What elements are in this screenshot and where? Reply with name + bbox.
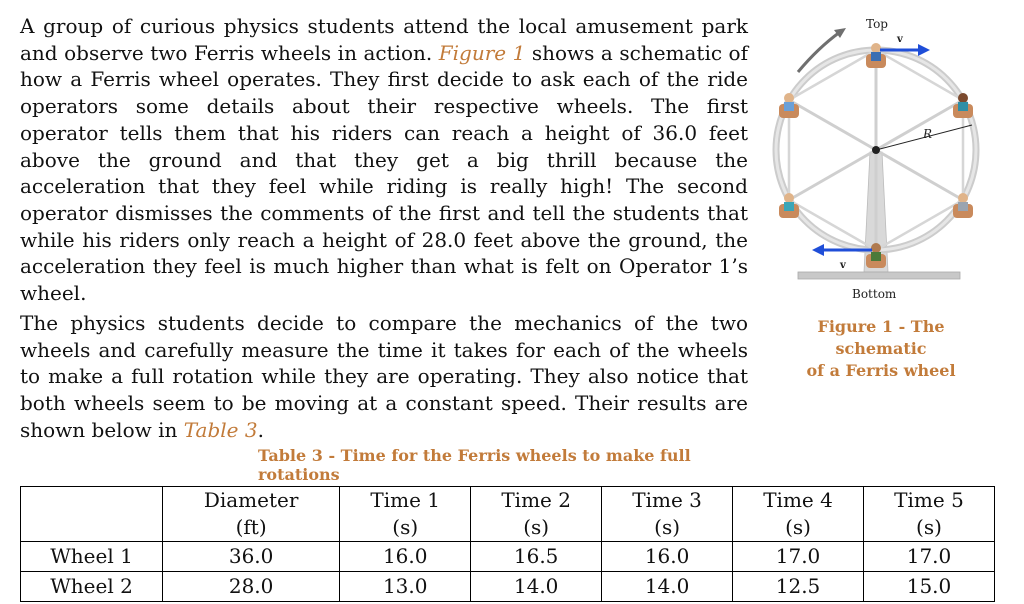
radius-label: R bbox=[923, 127, 933, 141]
row-label: Wheel 2 bbox=[21, 572, 163, 602]
header-diameter: Diameter (ft) bbox=[163, 487, 340, 542]
figure-caption bbox=[770, 316, 992, 382]
table-header-row bbox=[21, 487, 995, 542]
ferris-wheel-figure bbox=[760, 10, 1000, 310]
table-row-wheel-1 bbox=[21, 542, 995, 572]
row-label: Wheel 1 bbox=[21, 542, 163, 572]
header-time-3: Time 3 (s) bbox=[602, 487, 733, 542]
rotation-times-table bbox=[20, 486, 995, 602]
table-cell: 16.0 bbox=[340, 542, 471, 572]
figure-1-reference: Figure 1 bbox=[438, 40, 526, 65]
header-empty-cell bbox=[21, 487, 163, 542]
header-time-4: Time 4 (s) bbox=[733, 487, 864, 542]
velocity-label-bottom: v bbox=[840, 260, 846, 271]
measurement-text-b: . bbox=[257, 417, 264, 442]
header-time-1: Time 1 (s) bbox=[340, 487, 471, 542]
table-cell: 14.0 bbox=[471, 572, 602, 602]
measurement-paragraph bbox=[20, 310, 748, 444]
table-3-reference: Table 3 bbox=[183, 417, 258, 442]
bottom-label: Bottom bbox=[852, 287, 897, 301]
figure-caption-line-2: of a Ferris wheel bbox=[806, 361, 956, 380]
measurement-text-a: The physics students decide to compare the mechanics of the two wheels and carefully measure the time it takes for each of the wheels to make a full rotation while they are operating. They also notice that both wheels seem to be moving at a constant speed. Their results are shown below in bbox=[20, 311, 748, 442]
table-caption: Table 3 - Time for the Ferris wheels to make full rotations bbox=[258, 446, 691, 484]
wheel-base bbox=[798, 272, 960, 279]
table-cell: 17.0 bbox=[733, 542, 864, 572]
header-time-2: Time 2 (s) bbox=[471, 487, 602, 542]
figure-caption-line-1: Figure 1 - The schematic bbox=[817, 317, 945, 358]
header-time-5: Time 5 (s) bbox=[863, 487, 994, 542]
table-cell: 14.0 bbox=[602, 572, 733, 602]
intro-paragraph bbox=[20, 13, 748, 307]
velocity-label-top: v bbox=[897, 34, 903, 45]
table-cell: 17.0 bbox=[863, 542, 994, 572]
table-cell: 16.0 bbox=[602, 542, 733, 572]
top-label: Top bbox=[866, 17, 888, 31]
table-cell: 15.0 bbox=[863, 572, 994, 602]
table-row-wheel-2 bbox=[21, 572, 995, 602]
table-cell: 13.0 bbox=[340, 572, 471, 602]
table-cell: 28.0 bbox=[163, 572, 340, 602]
table-cell: 12.5 bbox=[733, 572, 864, 602]
intro-text-b: shows a schematic of how a Ferris wheel operates. They first decide to ask each of the ride operators some details about their respective wheels. The first operator tells them that his riders can reach a height of 36.0 feet above the ground and that they get a big thrill because the acceleration that they feel while riding is really high! The second operator dismisses the comments of the first and tell the students that while his riders only reach a height of 28.0 feet above the ground, the acceleration they feel is much higher than what is felt on Operator 1’s wheel. bbox=[20, 40, 748, 306]
table-cell: 16.5 bbox=[471, 542, 602, 572]
wheel-hub bbox=[872, 146, 880, 154]
intro-text-a: A group of curious physics students attend the local amusement park and observe two Ferris wheels in action. bbox=[20, 14, 748, 65]
table-cell: 36.0 bbox=[163, 542, 340, 572]
